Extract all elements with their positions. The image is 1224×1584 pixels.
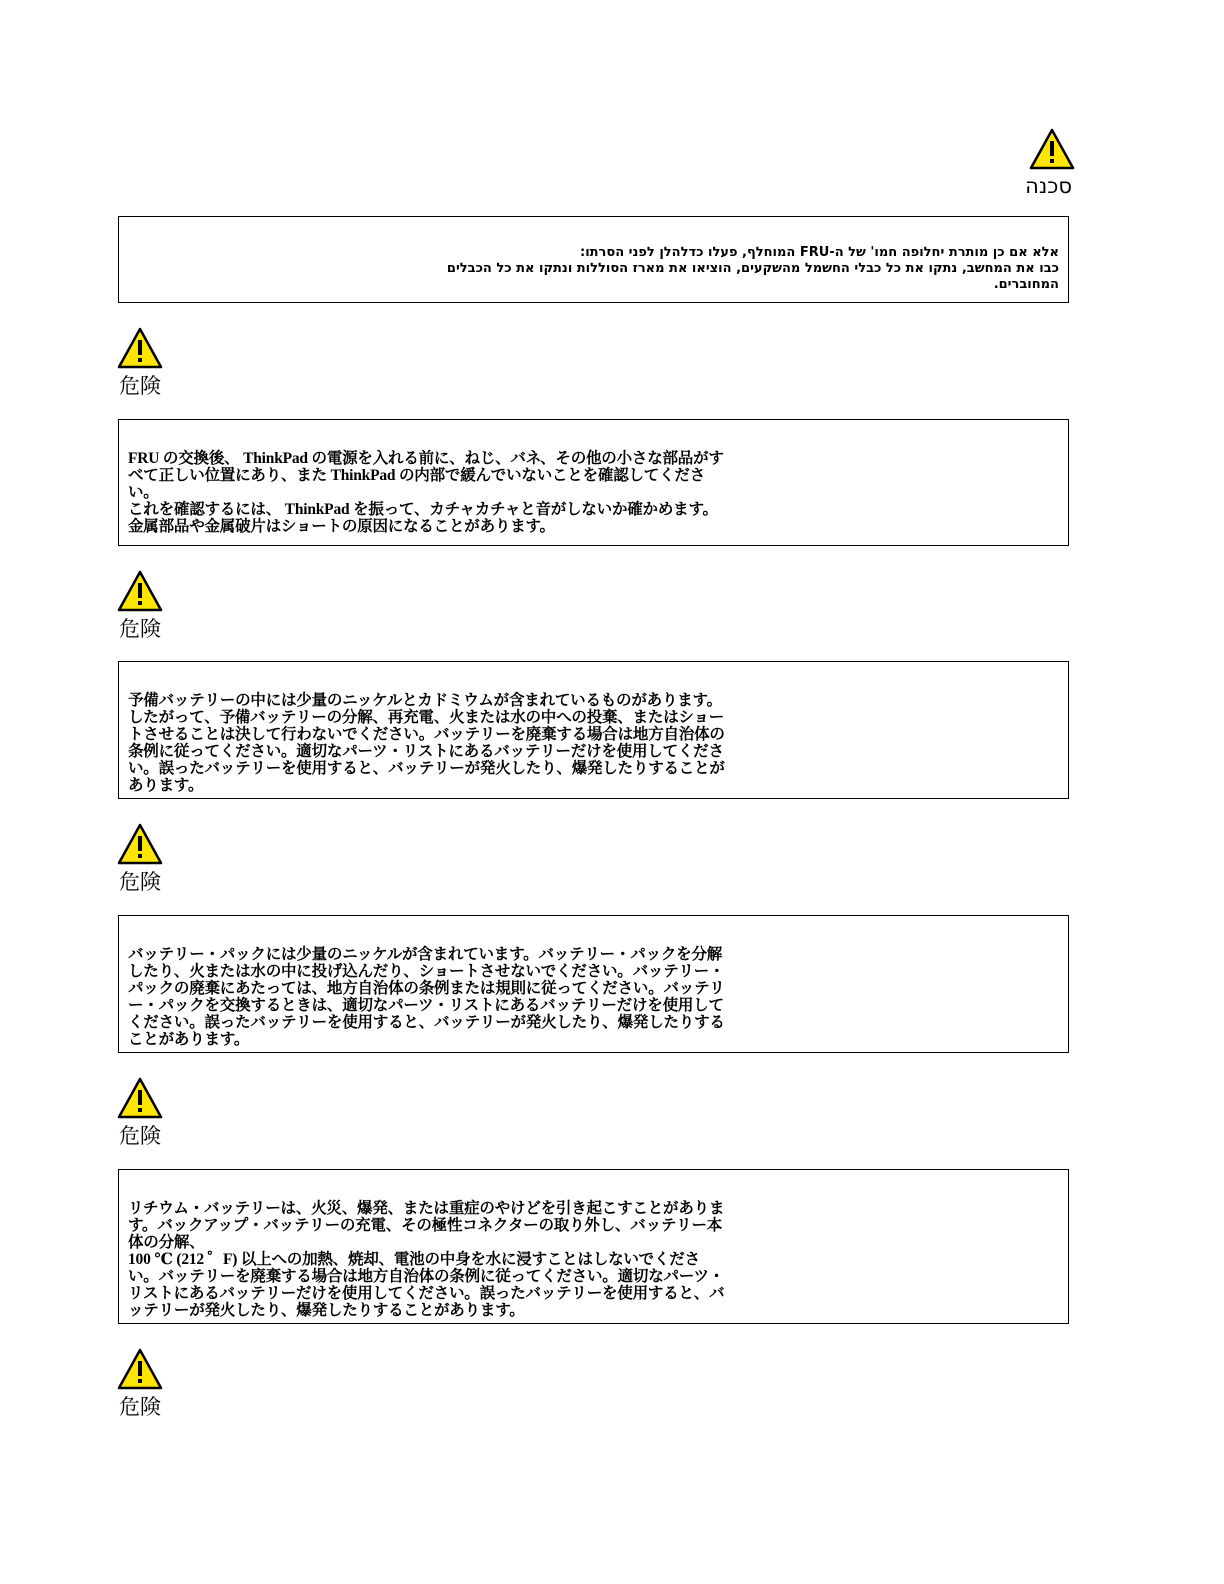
notice-box-hebrew [118,216,1069,303]
notice-text [128,450,728,535]
notice-paragraph: バッテリー・パックには少量のニッケルが含まれています。バッテリー・パックを分解したり、火または水の中に投げ込んだり、ショートさせないでください。バッテリー・パックの廃棄にあたっては、地方自治体の条例または規則に従ってください。バッテリー・パックを交換するときは、適切なパーツ・リストにあるバッテリーだけを使用してください。誤ったバッテリーを使用すると、バッテリーが発火したり、爆発したりすることがあります。 [128,946,725,1048]
notice-heading-danger: 危険 [119,617,161,641]
notice-paragraph: אלא אם כן מותרת יחלופה חמו' של ה-FRU המוחלף, פעלו כדלהלן לפני הסרתו: [580,245,1059,260]
notice-heading-danger: 危険 [119,870,161,894]
notice-text [439,245,1059,293]
warning-triangle-icon [117,1077,163,1119]
notice-paragraph: 100 ℃ (212 ゜F) 以上への加熱、焼却、電池の中身を水に浸すことはしないでください。バッテリーを廃棄する場合は地方自治体の条例に従ってください。適切なパーツ・リストにあるバッテリーだけを使用してください。誤ったバッテリーを使用すると、バッテリーが発火したり、爆発したりすることがあります。 [128,1251,725,1319]
notice-paragraph: כבו את המחשב, נתקו את כל כבלי החשמל מהשקעים, הוציאו את מארז הסוללות ונתקו את כל הכבלים המחוברים. [446,261,1059,292]
notice-box-battery-pack [118,915,1069,1053]
notice-heading-hebrew: סכנה [1025,174,1072,198]
notice-box-lithium-battery [118,1169,1069,1324]
warning-triangle-icon [117,327,163,369]
notice-heading-danger: 危険 [119,1124,161,1148]
notice-paragraph: FRU の交換後、 ThinkPad の電源を入れる前に、ねじ、バネ、その他の小さな部品がすべて正しい位置にあり、また ThinkPad の内部で緩んでいないことを確認してください。 [128,450,724,501]
notice-paragraph: これを確認するには、 ThinkPad を振って、カチャカチャと音がしないか確かめます。金属部品や金属破片はショートの原因になることがあります。 [128,501,718,535]
notice-paragraph: リチウム・バッテリーは、火災、爆発、または重症のやけどを引き起こすことがあります。バックアップ・バッテリーの充電、その極性コネクターの取り外し、バッテリー本体の分解、 [128,1200,725,1251]
warning-triangle-icon [117,570,163,612]
warning-triangle-icon [117,823,163,865]
notice-box-backup-battery [118,661,1069,799]
notice-box-fru-check [118,419,1069,546]
warning-triangle-icon [117,1348,163,1390]
notice-heading-danger: 危険 [119,1395,161,1419]
notice-heading-danger: 危険 [119,374,161,398]
notice-text [128,946,728,1048]
notice-text [128,1200,728,1319]
warning-triangle-icon [1029,128,1075,170]
notice-paragraph: 予備バッテリーの中には少量のニッケルとカドミウムが含まれているものがあります。したがって、予備バッテリーの分解、再充電、火または水の中への投棄、またはショートさせることは決して行わないでください。バッテリーを廃棄する場合は地方自治体の条例に従ってください。適切なパーツ・リストにあるバッテリーだけを使用してください。誤ったバッテリーを使用すると、バッテリーが発火したり、爆発したりすることがあります。 [128,692,725,794]
notice-text [128,692,728,794]
